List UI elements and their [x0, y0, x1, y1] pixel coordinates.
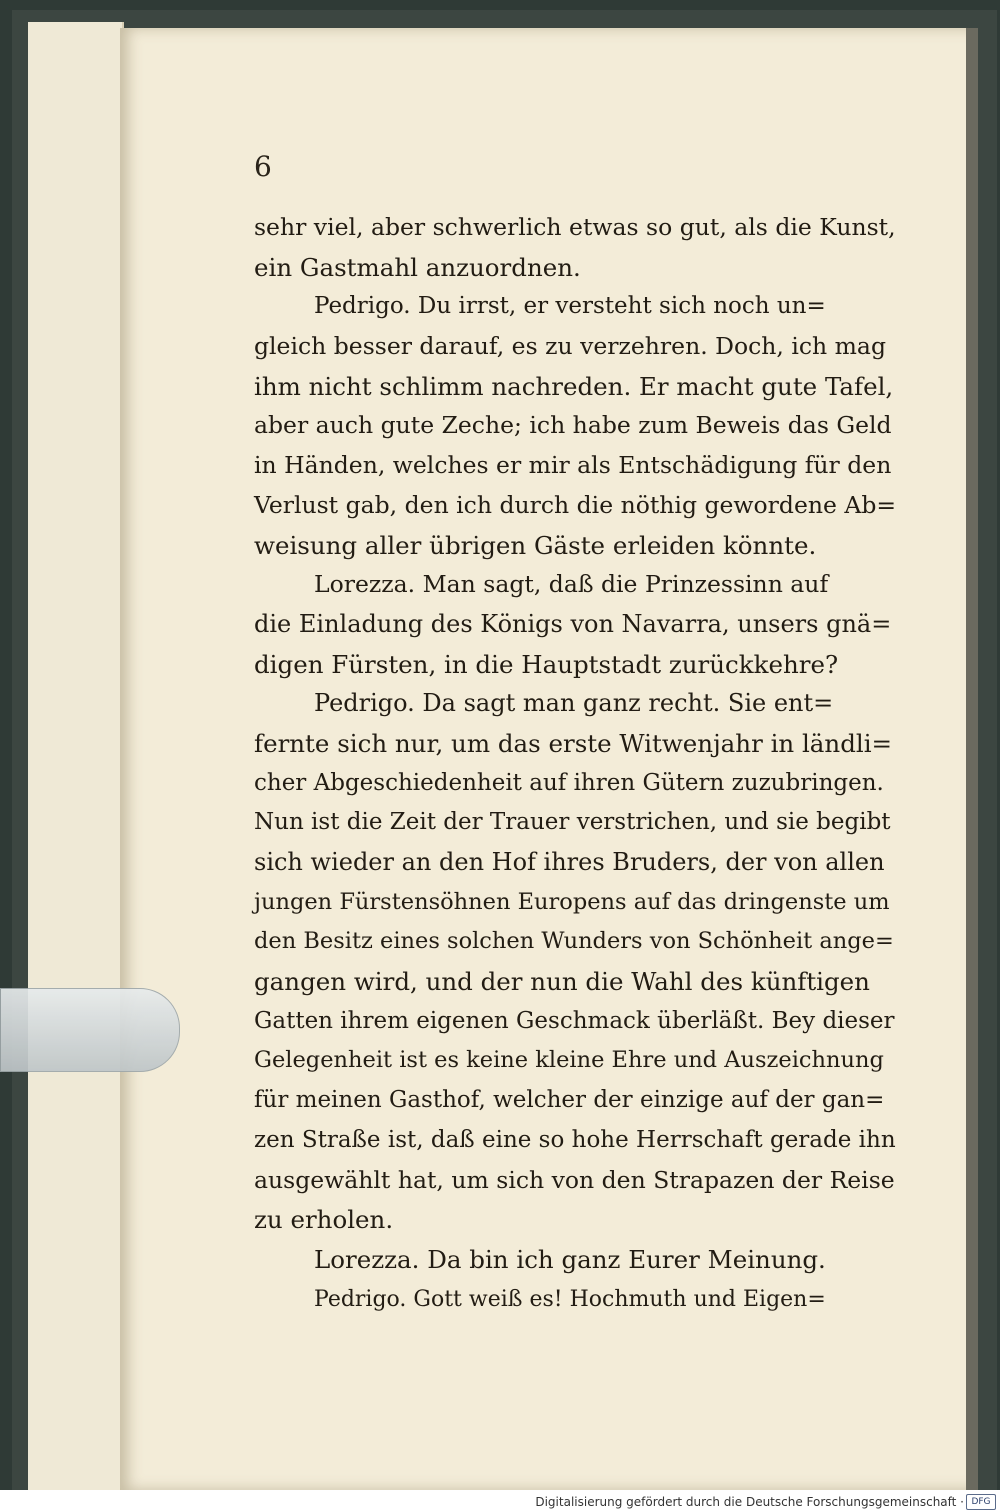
page-number: 6: [254, 150, 272, 183]
text-line: ausgewählt hat, um sich von den Strapazen der Reise: [254, 1165, 895, 1194]
text-line: sich wieder an den Hof ihres Bruders, der von allen: [254, 848, 885, 876]
text-line: aber auch gute Zeche; ich habe zum Beweis das Geld: [254, 411, 892, 440]
text-line: fernte sich nur, um das erste Witwenjahr in ländli=: [254, 728, 893, 758]
text-line: cher Abgeschiedenheit auf ihren Gütern zuzubringen.: [254, 769, 884, 796]
text-line: Nun ist die Zeit der Trauer verstrichen, und sie begibt: [254, 809, 891, 836]
page-edge-right: [966, 28, 978, 1490]
text-line: Pedrigo. Du irrst, er versteht sich noch un=: [314, 293, 826, 320]
dfg-logo-icon: DFG: [966, 1494, 996, 1510]
previous-page-edge: [28, 22, 124, 1490]
text-line: weisung aller übrigen Gäste erleiden könnte.: [254, 530, 817, 560]
text-line: Verlust gab, den ich durch die nöthig gewordene Ab=: [254, 490, 897, 519]
text-line: gangen wird, und der nun die Wahl des künftigen: [254, 967, 870, 997]
text-line: zen Straße ist, daß eine so hohe Herrschaft gerade ihn: [254, 1126, 896, 1153]
text-line: die Einladung des Königs von Navarra, unsers gnä=: [254, 609, 892, 638]
text-line: Gelegenheit ist es keine kleine Ehre und Auszeichnung: [254, 1047, 884, 1074]
text-line: digen Fürsten, in die Hauptstadt zurückkehre?: [254, 649, 839, 679]
text-line: zu erholen.: [254, 1205, 394, 1235]
text-line: für meinen Gasthof, welcher der einzige auf der gan=: [254, 1087, 885, 1114]
text-line: den Besitz eines solchen Wunders von Schönheit ange=: [254, 928, 894, 955]
text-line: in Händen, welches er mir als Entschädigung für den: [254, 451, 892, 480]
page-text: [254, 208, 897, 1319]
text-line: Pedrigo. Gott weiß es! Hochmuth und Eigen=: [314, 1286, 826, 1312]
text-line: ein Gastmahl anzuordnen.: [254, 252, 581, 282]
text-line: jungen Fürstensöhnen Europens auf das dringenste um: [254, 888, 890, 915]
text-line: Pedrigo. Da sagt man ganz recht. Sie ent=: [314, 689, 834, 718]
funding-credit: Digitalisierung gefördert durch die Deutsche Forschungsgemeinschaft ·: [535, 1495, 964, 1509]
text-line: sehr viel, aber schwerlich etwas so gut, als die Kunst,: [254, 213, 896, 241]
bookmark-clip: [0, 988, 180, 1072]
text-line: Lorezza. Man sagt, daß die Prinzessinn auf: [314, 570, 829, 599]
text-line: ihm nicht schlimm nachreden. Er macht gute Tafel,: [254, 371, 894, 401]
text-line: gleich besser darauf, es zu verzehren. Doch, ich mag: [254, 332, 886, 361]
text-line: Gatten ihrem eigenen Geschmack überläßt. Bey dieser: [254, 1007, 895, 1034]
text-line: Lorezza. Da bin ich ganz Eurer Meinung.: [314, 1244, 826, 1274]
